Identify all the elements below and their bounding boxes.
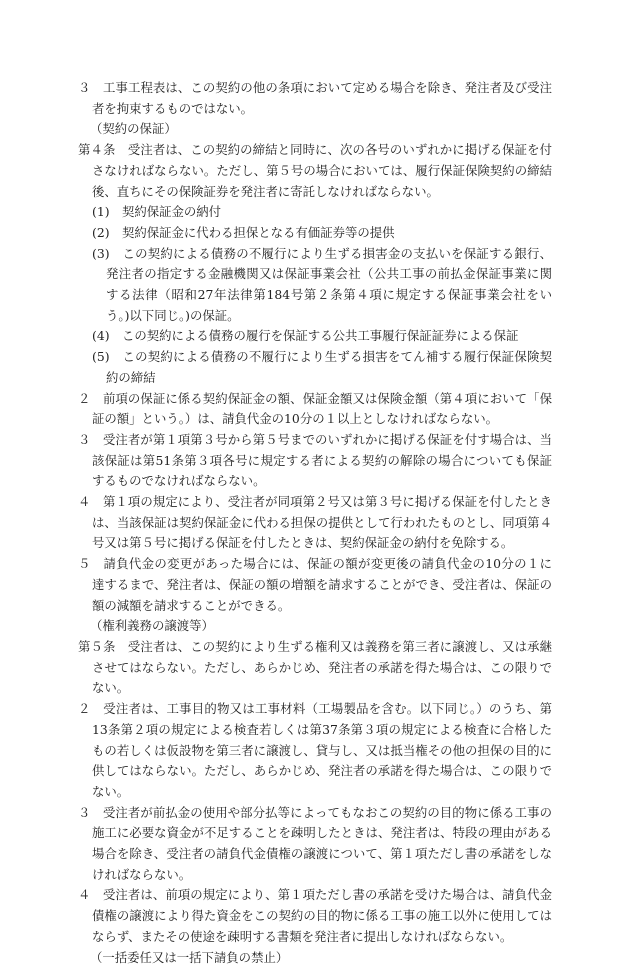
caption-transfer-of-rights: （権利義務の譲渡等） <box>90 618 214 634</box>
article-5-paragraph-4: ４ 受注者は、前項の規定により、第１項ただし書の承諾を受けた場合は、請負代金債権の譲渡により得た資金をこの契約の目的物に係る工事の施工以外に使用してはならず、またその使途を疎明する書類を発注者に提出しなければならない。 <box>78 887 552 944</box>
article-4-paragraph-2: ２ 前項の保証に係る契約保証金の額、保証金額又は保険金額（第４項において「保証の額」という。）は、請負代金の10分の１以上としなければならない。 <box>78 390 552 427</box>
article-4-paragraph-4: ４ 第１項の規定により、受注者が同項第２号又は第３号に掲げる保証を付したときは、当該保証は契約保証金に代わる担保の提供として行われたものとし、同項第４号又は第５号に掲げる保証を付したときは、契約保証金の納付を免除する。 <box>78 494 552 551</box>
article-4: 第４条 受注者は、この契約の締結と同時に、次の各号のいずれかに掲げる保証を付さなければならない。ただし、第５号の場合においては、履行保証保険契約の締結後、直ちにその保険証券を発注者に寄託しなければならない。 <box>78 142 552 199</box>
article-4-item-4: (4) この契約による債務の履行を保証する公共工事履行保証証券による保証 <box>92 328 519 344</box>
article-4-paragraph-3: ３ 受注者が第１項第３号から第５号までのいずれかに掲げる保証を付す場合は、当該保証は第51条第３項各号に規定する者による契約の解除の場合についても保証するものでなければならない。 <box>78 431 552 489</box>
article-4-item-2: (2) 契約保証金に代わる担保となる有価証券等の提供 <box>92 224 395 240</box>
article-4-item-1: (1) 契約保証金の納付 <box>92 204 222 220</box>
article-5-paragraph-2: ２ 受注者は、工事目的物又は工事材料（工場製品を含む。以下同じ。）のうち、第13条第２項の規定による検査若しくは第37条第３項の規定による検査に合格したもの若しくは仮設物を第三者に譲渡し、貸与し、又は抵当権その他の担保の目的に供してはならない。ただし、あらかじめ、発注者の承諾を得た場合は、この限りでない。 <box>78 701 552 799</box>
article-5: 第５条 受注者は、この契約により生ずる権利又は義務を第三者に譲渡し、又は承継させてはならない。ただし、あらかじめ、発注者の承諾を得た場合は、この限りでない。 <box>78 638 552 696</box>
article-4-item-3: (3) この契約による債務の不履行により生ずる損害金の支払いを保証する銀行、発注者の指定する金融機関又は保証事業会社（公共工事の前払金保証事業に関する法律（昭和27年法律第184号第２条第４項に規定する保証事業会社をいう。)以下同じ。)の保証。 <box>92 245 552 323</box>
caption-contract-guarantee: （契約の保証） <box>90 121 177 137</box>
contract-text <box>78 78 552 968</box>
article-4-item-5: (5) この契約による債務の不履行により生ずる損害をてん補する履行保証保険契約の締結 <box>92 349 552 385</box>
caption-subcontract-prohibition: （一括委任又は一括下請負の禁止） <box>90 949 289 965</box>
paragraph-3-schedule: ３ 工事工程表は、この契約の他の条項において定める場合を除き、発注者及び受注者を拘束するものではない。 <box>78 80 552 116</box>
article-5-paragraph-3: ３ 受注者が前払金の使用や部分払等によってもなおこの契約の目的物に係る工事の施工に必要な資金が不足することを疎明したときは、発注者は、特段の理由がある場合を除き、受注者の請負代金債権の譲渡について、第１項ただし書の承諾をしなければならない。 <box>78 804 552 882</box>
article-4-paragraph-5: ５ 請負代金の変更があった場合には、保証の額が変更後の請負代金の10分の１に達するまで、発注者は、保証の額の増額を請求することができ、受注者は、保証の額の減額を請求することができる。 <box>78 556 552 613</box>
